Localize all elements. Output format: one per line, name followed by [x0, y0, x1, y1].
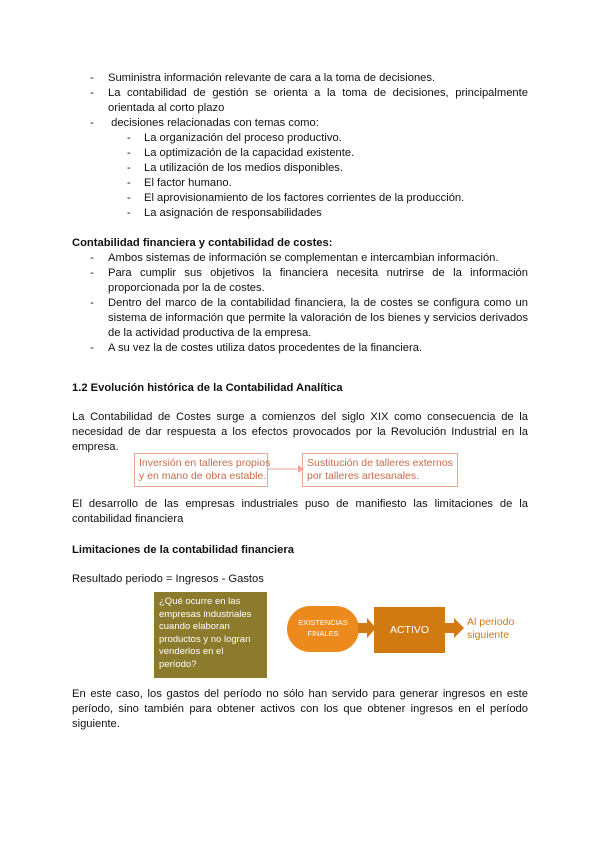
existencias-line: EXISTENCIAS — [298, 618, 348, 627]
bullet-text: Para cumplir sus objetivos la financiera necesita nutrirse de la información — [108, 267, 528, 279]
sub-bullet-dash: - — [127, 132, 131, 144]
sub-bullet-dash: - — [127, 162, 131, 174]
section-heading: Contabilidad financiera y contabilidad de costes: — [72, 237, 333, 249]
paragraph-line: El desarrollo de las empresas industriales puso de manifiesto las limitaciones de la — [72, 498, 528, 510]
sub-bullet-text: La organización del proceso productivo. — [144, 132, 342, 144]
paragraph-line: período, sino también para obtener activos con los que obtener ingresos en el período — [72, 703, 528, 715]
bullet-text: proporcionada por la de costes. — [108, 282, 265, 294]
bullet-text: Ambos sistemas de información se complementan e intercambian información. — [108, 252, 499, 264]
paragraph-line: necesidad de dar respuesta a los efectos provocados por la Revolución Industrial en la — [72, 426, 528, 438]
flow-right-line: por talleres artesanales. — [307, 470, 420, 482]
bullet-text: La contabilidad de gestión se orienta a la toma de decisiones, principalmente — [108, 87, 528, 99]
bullet-text: A su vez la de costes utiliza datos procedentes de la financiera. — [108, 342, 423, 354]
section-heading: 1.2 Evolución histórica de la Contabilidad Analítica — [72, 382, 343, 394]
bullet-dash: - — [90, 72, 94, 84]
bullet-dash: - — [90, 252, 94, 264]
paragraph-line: siguiente. — [72, 718, 120, 730]
bullet-dash: - — [90, 87, 94, 99]
sub-bullet-text: El factor humano. — [144, 177, 232, 189]
flow-box-right — [302, 453, 458, 487]
question-line: período? — [159, 658, 197, 670]
sub-bullet-text: La asignación de responsabilidades — [144, 207, 322, 219]
question-line: ¿Qué ocurre en las — [159, 596, 241, 607]
question-line: empresas industriales — [159, 608, 252, 620]
sub-bullet-dash: - — [127, 192, 131, 204]
sub-bullet-text: La optimización de la capacidad existente. — [144, 147, 355, 159]
paragraph-line: contabilidad financiera — [72, 513, 184, 525]
formula: Resultado periodo = Ingresos - Gastos — [72, 573, 264, 585]
bullet-text: Dentro del marco de la contabilidad financiera, la de costes se configura como un — [108, 297, 528, 309]
section-heading: Limitaciones de la contabilidad financiera — [72, 544, 294, 556]
activo-box — [374, 607, 445, 653]
bullet-dash: - — [90, 297, 94, 309]
activo-label: ACTIVO — [389, 624, 430, 636]
bullet-text: decisiones relacionadas con temas como: — [108, 117, 319, 129]
bullet-text: de la actividad productiva de la empresa. — [108, 327, 312, 339]
question-box — [154, 592, 267, 678]
bullet-dash: - — [90, 117, 94, 129]
bullet-text: orientada al corto plazo — [108, 102, 225, 114]
siguiente-line: Al periodo — [467, 616, 515, 628]
paragraph-line: En este caso, los gastos del período no sólo han servido para generar ingresos en este — [72, 688, 528, 700]
arrow-right-icon — [444, 618, 464, 638]
existencias-line: FINALES — [307, 629, 339, 638]
sub-bullet-dash: - — [127, 207, 131, 219]
bullet-text: sistema de información que permite la valoración de los bienes y servicios derivados — [108, 312, 528, 324]
sub-bullet-dash: - — [127, 177, 131, 189]
bullet-text: Suministra información relevante de cara a la toma de decisiones. — [108, 72, 436, 84]
question-line: venderlos en el — [159, 646, 224, 657]
existencias-box — [287, 606, 359, 652]
sub-bullet-text: La utilización de los medios disponibles. — [144, 162, 344, 174]
question-line: cuando elaboran — [159, 621, 230, 632]
bullet-dash: - — [90, 342, 94, 354]
sub-bullet-dash: - — [127, 147, 131, 159]
paragraph-line: La Contabilidad de Costes surge a comienzos del siglo XIX como consecuencia de la — [72, 411, 528, 423]
flow-box-left — [134, 453, 271, 487]
flow-left-line: Inversión en talleres propios — [139, 457, 271, 469]
bullet-dash: - — [90, 267, 94, 279]
siguiente-line: siguiente — [467, 629, 510, 641]
paragraph-line: empresa. — [72, 441, 119, 453]
flow-right-line: Sustitución de talleres externos — [307, 457, 453, 469]
flow-left-line: y en mano de obra estable. — [139, 470, 267, 482]
flow-arrow-icon — [268, 462, 304, 476]
sub-bullet-text: El aprovisionamiento de los factores corrientes de la producción. — [144, 192, 465, 204]
question-line: productos y no logran — [159, 633, 251, 645]
